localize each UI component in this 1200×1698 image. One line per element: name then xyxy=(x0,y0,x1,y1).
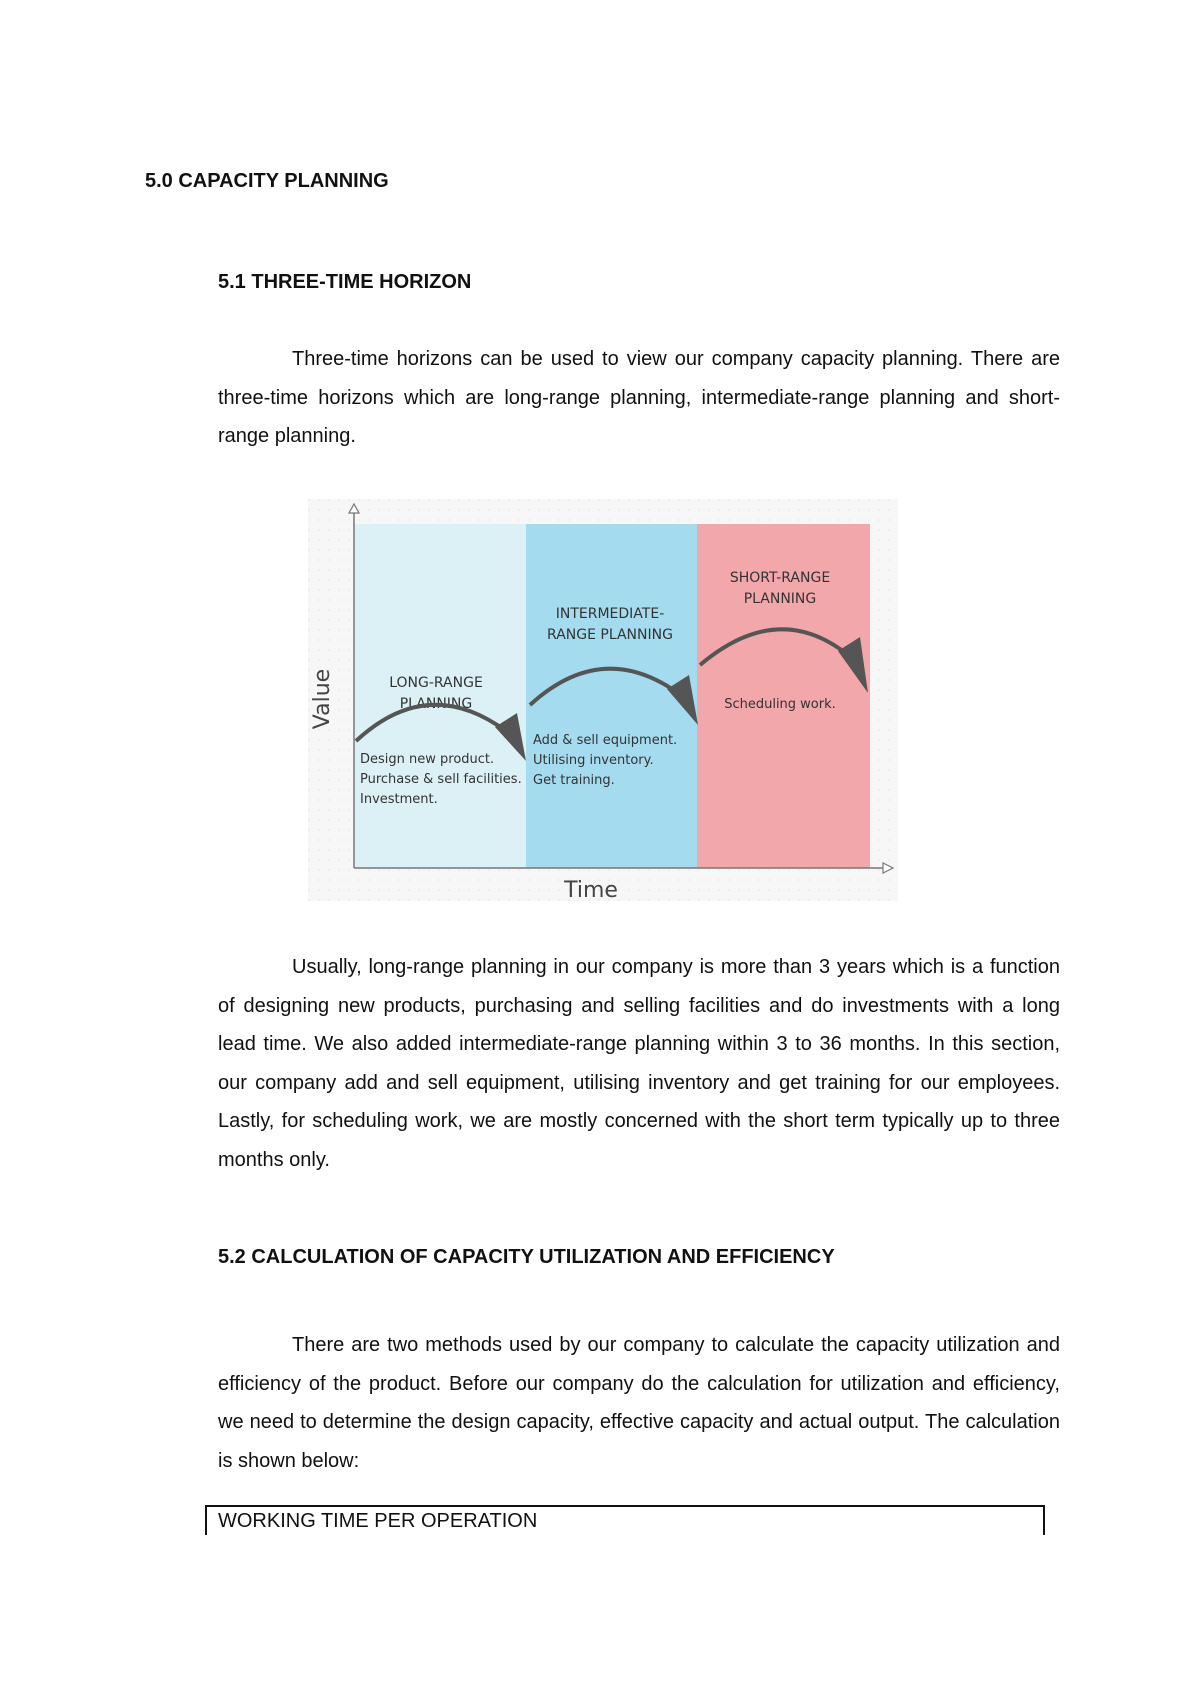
intermediate-range-panel xyxy=(526,524,697,868)
intermediate-range-item: Add & sell equipment. xyxy=(533,733,678,748)
short-range-item: Scheduling work. xyxy=(724,697,836,712)
three-time-horizon-diagram xyxy=(308,499,898,901)
y-axis-label: Value xyxy=(310,668,335,730)
intermediate-range-title-line1: INTERMEDIATE- xyxy=(555,606,665,622)
long-range-title-line1: LONG-RANGE xyxy=(389,675,483,691)
long-range-title-line2: PLANNING xyxy=(399,696,473,712)
paragraph-time-horizons xyxy=(218,948,1060,1179)
short-range-title-line1: SHORT-RANGE xyxy=(729,570,831,586)
intermediate-range-item: Get training. xyxy=(533,773,615,788)
intermediate-range-item: Utilising inventory. xyxy=(533,753,654,768)
paragraph-calculation-intro-text: There are two methods used by our company to calculate the capacity utilization and efficiency of the product. Before our company do the calculation for utilization and efficiency, we need to determine the design capacity, effective capacity and actual output. The calculation is shown below: xyxy=(218,1334,1060,1472)
paragraph-calculation-intro xyxy=(218,1326,1060,1480)
paragraph-intro xyxy=(218,340,1060,456)
chapter-heading: 5.0 CAPACITY PLANNING xyxy=(145,170,389,192)
long-range-item: Design new product. xyxy=(360,752,495,767)
paragraph-intro-text: Three-time horizons can be used to view our company capacity planning. There are three-time horizons which are long-range planning, intermediate-range planning and short-range planning. xyxy=(218,348,1060,447)
intermediate-range-title-line2: RANGE PLANNING xyxy=(547,627,673,643)
section-heading-capacity-utilization: 5.2 CALCULATION OF CAPACITY UTILIZATION AND EFFICIENCY xyxy=(218,1246,835,1268)
working-time-table xyxy=(205,1505,1045,1535)
short-range-title-line2: PLANNING xyxy=(743,591,817,607)
paragraph-time-horizons-text: Usually, long-range planning in our company is more than 3 years which is a function of designing new products, purchasing and selling facilities and do investments with a long lead time. We also added intermediate-range planning within 3 to 36 months. In this section, our company add and sell equipment, utilising inventory and get training for our employees. Lastly, for scheduling work, we are mostly concerned with the short term typically up to three months only. xyxy=(218,956,1060,1171)
working-time-table-header: WORKING TIME PER OPERATION xyxy=(218,1510,538,1532)
long-range-item: Purchase & sell facilities. xyxy=(360,772,522,787)
section-heading-three-time-horizon: 5.1 THREE-TIME HORIZON xyxy=(218,271,472,293)
x-axis-label: Time xyxy=(564,878,618,901)
long-range-item: Investment. xyxy=(360,792,438,807)
